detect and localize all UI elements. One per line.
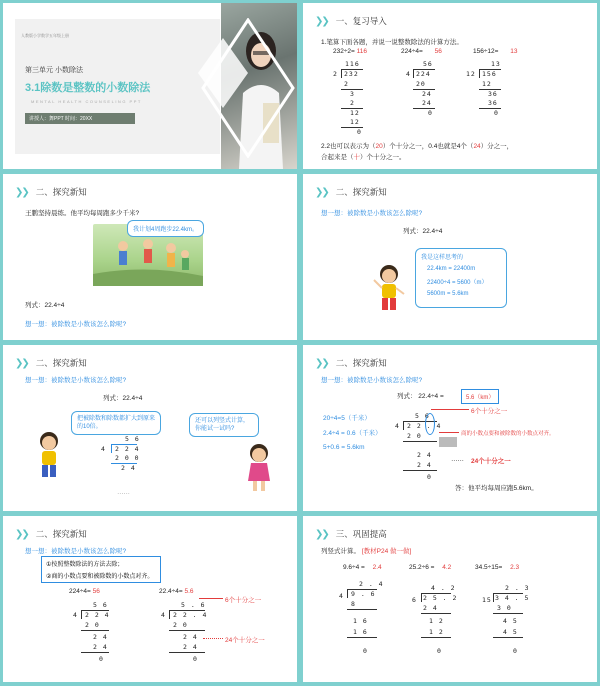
think-prompt: 想一想：被除数是小数该怎么除呢?	[25, 377, 127, 384]
slide-header: ❯❯ 二、探究新知	[15, 528, 87, 540]
chevron-icon: ❯❯	[15, 357, 28, 369]
right-speech-bubble: 还可以列竖式计算，你能试一试吗?	[189, 413, 259, 437]
practice-task: 列竖式计算。 [教材P24 做一做]	[321, 548, 412, 555]
tenths-note-bottom: 24个十分之一	[471, 458, 511, 465]
exercise-22-4-by-4: 22.4÷4= 5.6	[159, 588, 194, 595]
review-prompt: 1.笔算下面各题，并说一说整数除法的计算方法。	[321, 39, 463, 46]
slide-practice[interactable]: ❯❯ 三、巩固提高 列竖式计算。 [教材P24 做一做] 9.6÷4 = 2.4 25.2÷6 = 4.2 34.5÷15= 2.3 2 . 4 4 9 . 6 8 1 6 1 6 0 4 . 2 6 2 5 . 2 2 4 1 2 1 2 0 2 . 3 15 3 4 . 5 3 0 4 5 4 5 0	[303, 516, 597, 682]
ellipsis-text: ……	[117, 489, 130, 496]
chevron-icon: ❯❯	[315, 528, 328, 540]
formula-text: 列式：22.4÷4	[103, 395, 143, 402]
slide-vertical-calc[interactable]: ❯❯ 二、探究新知 想一想：被除数是小数该怎么除呢? 列式： 22.4÷4 = 5.6（km） 6个十分之一 20÷4=5（千米） 2.4÷4 = 0.6（千米） 5+0.6 = 5.6km 5 6 4 2 2 . 4 2 0 2 4 2 4 0 商的小数点要和被除数的小数点对齐。 …… 24个十分之一 答：他平均每周应跑5.6km。	[303, 345, 597, 511]
slide-title[interactable]	[3, 3, 297, 169]
exercise-2: 224÷4= 56	[401, 48, 442, 55]
alignment-note: 商的小数点要和被除数的小数点对齐。	[461, 431, 555, 437]
method-line-3: 5+0.6 = 5.6km	[323, 444, 365, 451]
chevron-icon: ❯❯	[15, 186, 28, 198]
decimal-point-highlight	[425, 413, 435, 435]
slide-think-approach[interactable]	[303, 174, 597, 340]
slide-rules[interactable]: ❯❯ 二、探究新知 想一想：被除数是小数该怎么除呢? ①按照整数除法的方法去除； ②商的小数点要和被除数的小数点对齐。 224÷4= 56 22.4÷4= 5.6 5 6 4 2 2 4 2 0 2 4 2 4 0 5 . 6 4 2 2 . 4 2 0 2 4 2 4 0 6个十分之一 24个十分之一	[3, 516, 297, 682]
chevron-icon: ❯❯	[315, 15, 328, 27]
exercise-224-by-4: 224÷4= 56	[69, 588, 100, 595]
left-speech-bubble: 把被除数和除数都扩大到原来的10倍。	[71, 411, 161, 435]
chevron-icon: ❯❯	[315, 186, 328, 198]
slide-header: ❯❯ 三、巩固提高	[315, 528, 387, 540]
slide-header: ❯❯ 二、探究新知	[315, 357, 387, 369]
plan-speech-bubble: 我计划4周跑步22.4km。	[127, 220, 204, 237]
tenths-note-2: 24个十分之一	[225, 637, 265, 644]
rules-box: ①按照整数除法的方法去除； ②商的小数点要和被除数的小数点对齐。	[41, 556, 161, 583]
slide-two-methods[interactable]: ❯❯ 二、探究新知 想一想：被除数是小数该怎么除呢? 列式：22.4÷4 把被除数和除数都扩大到原来的10倍。 还可以列竖式计算，你能试一试吗? 5 6 4 2 2 4 2 0 0 2 4 ……	[3, 345, 297, 511]
method-line-2: 2.4÷4 = 0.6（千米）	[323, 430, 382, 437]
boy-character-icon	[31, 429, 67, 483]
problem-text: 王鹏坚持晨练。他平均每周跑多少千米?	[25, 210, 140, 217]
slide-review[interactable]: ❯❯ 一、复习导入 1.笔算下面各题，并说一说整数除法的计算方法。 232÷2= 116 224÷4= 56 156÷12= 13 116 2 232 2 3 2 12 12 0 56 4 224 20 24 24 0 13 12 156 12 36 36 0 2.2也可以表示为（20）个十分之一，0.4也就是4个（24）分之一， 合起来是（十）个十分之一。	[303, 3, 597, 169]
arrow-note-1-icon	[199, 598, 223, 599]
chevron-icon: ❯❯	[315, 357, 328, 369]
answer-conclusion: 答：他平均每周应跑5.6km。	[455, 485, 538, 492]
gray-marker	[439, 437, 457, 447]
slide-header: ❯❯ 一、复习导入	[315, 15, 387, 27]
english-subtitle: MENTAL HEALTH COUNSELING PPT	[31, 99, 142, 104]
boy-character-icon	[371, 262, 407, 316]
tenths-note-top: 6个十分之一	[471, 408, 508, 415]
tenths-note-1: 6个十分之一	[225, 597, 262, 604]
exercise-1: 232÷2= 116	[333, 48, 368, 55]
thinking-speech-bubble: 我是这样思考的 22.4km = 22400m 22400÷4 = 5600（m） 5600m = 5.6km	[415, 248, 507, 308]
method-line-1: 20÷4=5（千米）	[323, 415, 371, 422]
think-prompt: 想一想：被除数是小数该怎么除呢?	[321, 210, 423, 217]
textbook-label: 人教版小学数学五年级上册	[21, 33, 69, 38]
question-2-line-1: 2.2也可以表示为（20）个十分之一，0.4也就是4个（24）分之一，	[321, 143, 514, 150]
think-prompt: 想一想：被除数是小数该怎么除呢?	[25, 321, 127, 328]
practice-2: 25.2÷6 = 4.2	[409, 564, 452, 571]
formula-text: 列式： 22.4÷4 =	[397, 393, 444, 400]
slide-header: ❯❯ 二、探究新知	[15, 357, 87, 369]
diamond-frame-icon	[198, 18, 297, 158]
slide-header: ❯❯ 二、探究新知	[15, 186, 87, 198]
slide-problem[interactable]	[3, 174, 297, 340]
think-prompt: 想一想：被除数是小数该怎么除呢?	[25, 548, 127, 555]
practice-3: 34.5÷15= 2.3	[475, 564, 520, 571]
speaker-text: 讲授人：舞PPT 时间：20XX	[29, 116, 93, 122]
formula-text: 列式：22.4÷4	[403, 228, 443, 235]
answer-box: 5.6（km）	[461, 389, 499, 404]
dots-text: ……	[451, 456, 464, 463]
exercise-3: 156÷12= 13	[473, 48, 518, 55]
lesson-title: 3.1除数是整数的小数除法	[25, 82, 151, 94]
girl-character-icon	[241, 441, 277, 495]
arrow-top-icon	[431, 409, 469, 410]
question-2-line-2: 合起来是（十）个十分之一。	[321, 154, 406, 161]
unit-label: 第三单元 小数除法	[25, 67, 83, 74]
practice-1: 9.6÷4 = 2.4	[343, 564, 382, 571]
arrow-note-2-icon	[203, 638, 223, 639]
formula-text: 列式：22.4÷4	[25, 302, 65, 309]
slide-header: ❯❯ 二、探究新知	[315, 186, 387, 198]
chevron-icon: ❯❯	[15, 528, 28, 540]
think-prompt: 想一想：被除数是小数该怎么除呢?	[321, 377, 423, 384]
arrow-align-icon	[439, 432, 459, 433]
